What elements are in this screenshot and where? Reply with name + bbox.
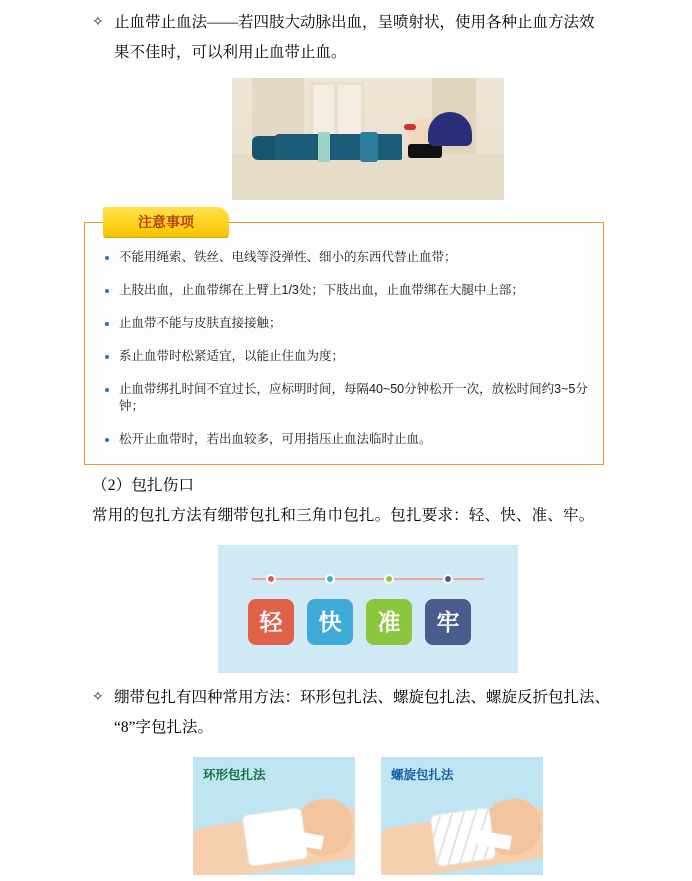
figure-word-3: 准 xyxy=(366,599,412,645)
figure-person-arm xyxy=(360,132,378,162)
figure-circular-bandage xyxy=(193,757,355,875)
figure-tourniquet-band xyxy=(318,132,330,162)
paragraph-wrap-methods: 常用的包扎方法有绷带包扎和三角巾包扎。包扎要求：轻、快、准、牢。 xyxy=(92,507,595,524)
paragraph-tourniquet-line2: 果不佳时，可以利用止血带止血。 xyxy=(114,44,347,61)
figure-spiral-bandage-title: 螺旋包扎法 xyxy=(391,768,454,782)
notice-box xyxy=(84,214,604,465)
figure-spiral-bandage xyxy=(381,757,543,875)
notice-tab xyxy=(103,207,229,237)
figure-dot-2 xyxy=(325,574,335,584)
list-item: 不能用绳索、铁丝、电线等没弹性、细小的东西代替止血带； xyxy=(99,249,589,266)
list-item: 系止血带时松紧适宜，以能止住血为度； xyxy=(99,348,589,365)
figure-word-1: 轻 xyxy=(248,599,294,645)
paragraph-tourniquet xyxy=(92,8,644,68)
heading-wrap-wound: （2）包扎伤口 xyxy=(92,477,195,494)
figure-word-4: 牢 xyxy=(425,599,471,645)
notice-list xyxy=(99,249,589,448)
list-item: 上肢出血，止血带绑在上臂上1/3处；下肢出血，止血带绑在大腿中上部； xyxy=(99,282,589,299)
paragraph-tourniquet-line1: 止血带止血法——若四肢大动脉出血，呈喷射状，使用各种止血方法效 xyxy=(114,14,595,31)
list-item: 止血带绑扎时间不宜过长，应标明时间，每隔40~50分钟松开一次，放松时间约3~5分钟； xyxy=(99,381,589,415)
figure-person-body xyxy=(274,134,402,160)
notice-tab-label: 注意事项 xyxy=(138,214,194,230)
paragraph-bandage-methods xyxy=(92,683,644,743)
figure-dot-3 xyxy=(384,574,394,584)
diamond-bullet-icon: ✧ xyxy=(92,15,104,30)
figure-row-bandage xyxy=(92,757,644,875)
list-item: 松开止血带时，若出血较多，可用指压止血法临时止血。 xyxy=(99,431,589,448)
figure-dot-1 xyxy=(266,574,276,584)
list-item: 止血带不能与皮肤直接接触； xyxy=(99,315,589,332)
figure-person-hair xyxy=(408,144,442,158)
diamond-bullet-icon: ✧ xyxy=(92,690,104,705)
figure-dot-4 xyxy=(443,574,453,584)
paragraph-bandage-methods-line1: 绷带包扎有四种常用方法：环形包扎法、螺旋包扎法、螺旋反折包扎法、 xyxy=(114,689,611,706)
figure-word-2: 快 xyxy=(307,599,353,645)
figure-circular-bandage-title: 环形包扎法 xyxy=(203,768,266,782)
figure-four-requirements xyxy=(218,545,518,673)
paragraph-bandage-methods-line2: “8”字包扎法。 xyxy=(114,719,214,736)
figure-injured-person xyxy=(232,78,504,200)
figure-blood-mark xyxy=(404,124,416,130)
